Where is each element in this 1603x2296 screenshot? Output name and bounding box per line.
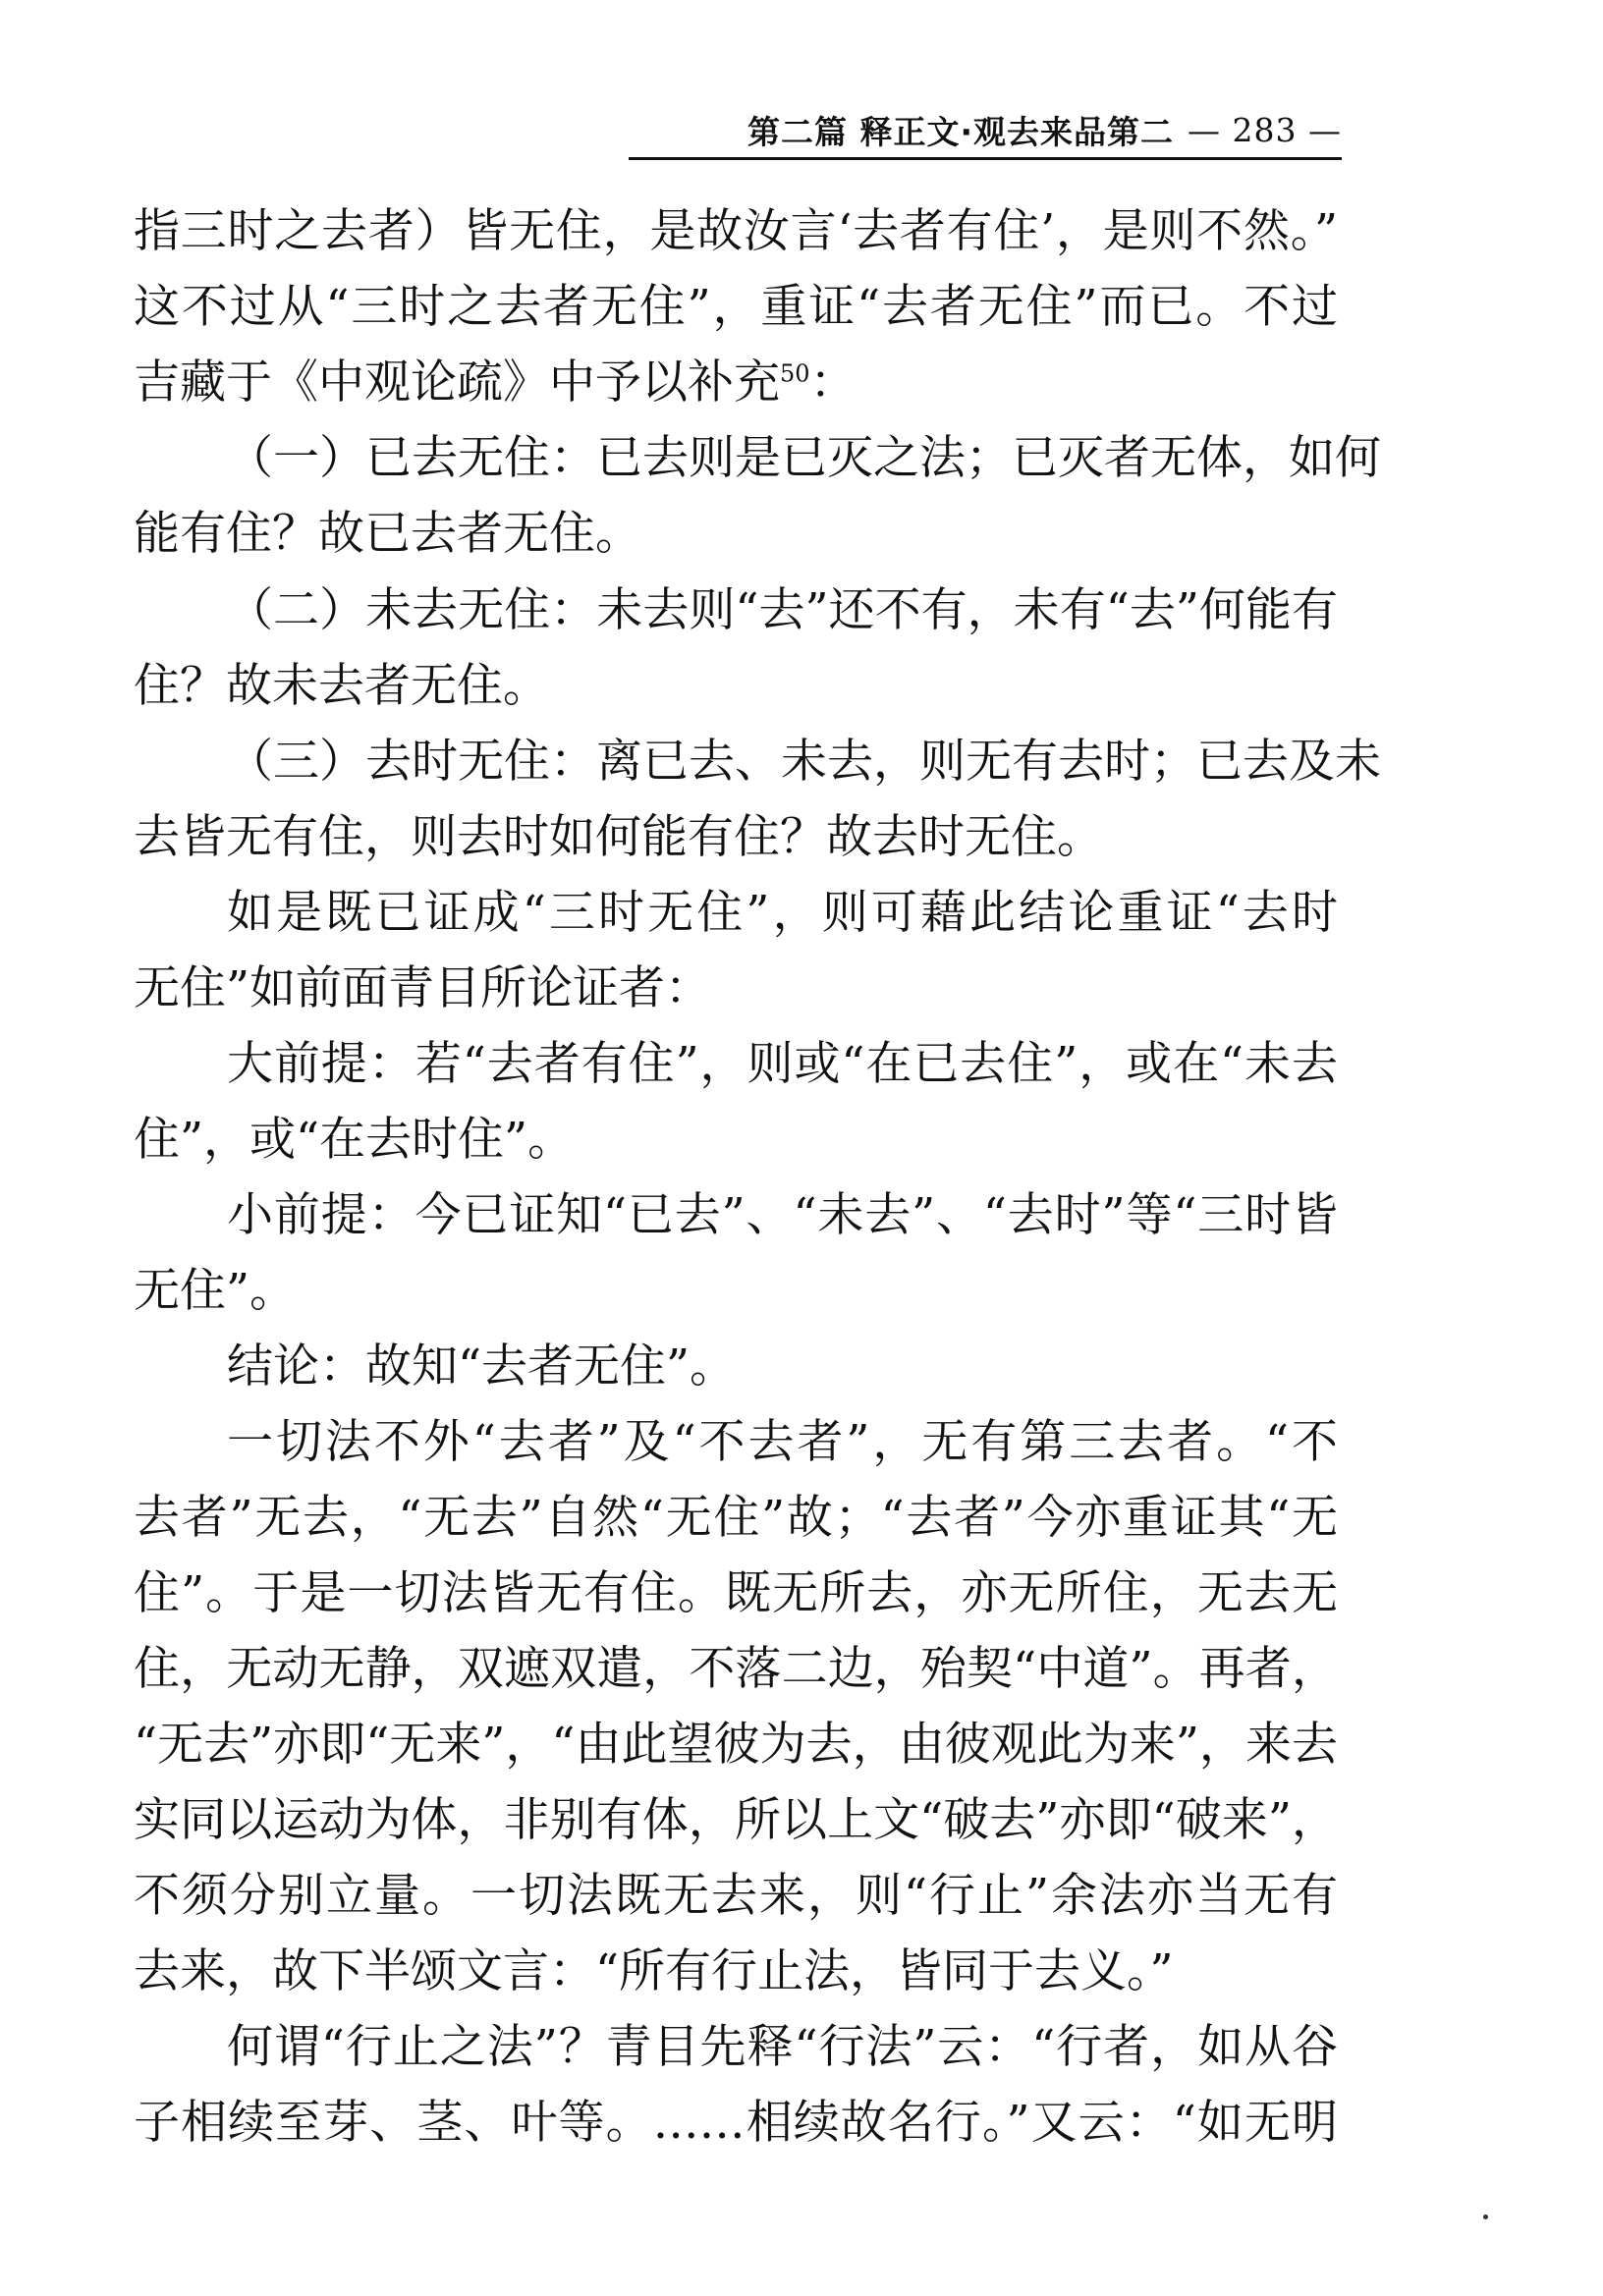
text-line: 大前提：若“去者有住”，则或“在已去住”，或在“未去 <box>227 1037 1338 1091</box>
page-number: — 283 — <box>1188 110 1342 149</box>
text-line: 小前提：今已证知“已去”、“未去”、“去时”等“三时皆 <box>227 1188 1338 1242</box>
text-line: 何谓“行止之法”？青目先释“行法”云：“行者，如从谷 <box>227 2020 1338 2074</box>
text-line: 指三时之去者）皆无住，是故汝言‘去者有住’，是则不然。” <box>134 204 1338 258</box>
text-line: 住”，或“在去时住”。 <box>134 1113 575 1167</box>
text-line: 能有住？故已去者无住。 <box>134 507 641 561</box>
text-line: 不须分别立量。一切法既无去来，则“行止”余法亦当无有 <box>134 1869 1338 1923</box>
text-line <box>134 354 857 412</box>
header-title: 第二篇 释正文·观去来品第二 <box>747 112 1175 151</box>
text-line: 住，无动无静，双遮双遣，不落二边，殆契“中道”。再者， <box>134 1642 1338 1696</box>
running-header <box>629 106 1342 153</box>
footnote-ref: 50 <box>780 359 810 388</box>
text-line: 一切法不外“去者”及“不去者”，无有第三去者。“不 <box>227 1415 1338 1469</box>
text-line: 去者”无去，“无去”自然“无住”故；“去者”今亦重证其“无 <box>134 1491 1338 1545</box>
text-line: 实同以运动为体，非别有体，所以上文“破去”亦即“破来”， <box>134 1793 1338 1847</box>
text-line-tail: ： <box>809 355 857 410</box>
text-line: 这不过从“三时之去者无住”，重证“去者无住”而已。不过 <box>134 280 1338 334</box>
text-line-content: 吉藏于《中观论疏》中予以补充 <box>134 355 780 410</box>
text-line: 如是既已证成“三时无住”，则可藉此结论重证“去时 <box>227 886 1338 940</box>
scan-speck <box>1483 2214 1488 2219</box>
text-line: 去皆无有住，则去时如何能有住？故去时无住。 <box>134 810 1103 864</box>
text-line: 住？故未去者无住。 <box>134 659 549 713</box>
text-line: 无住”。 <box>134 1264 297 1318</box>
text-line: （二）未去无住：未去则“去”还不有，未有“去”何能有 <box>227 583 1338 637</box>
text-line: 去来，故下半颂文言：“所有行止法，皆同于去义。” <box>134 1944 1174 1998</box>
header-rule <box>629 157 1342 160</box>
text-line: 子相续至芽、茎、叶等。……相续故名行。”又云：“如无明 <box>134 2096 1338 2150</box>
text-line: （三）去时无住：离已去、未去，则无有去时；已去及未 <box>227 735 1381 789</box>
text-line: 住”。于是一切法皆无有住。既无所去，亦无所住，无去无 <box>134 1566 1338 1620</box>
text-line: “无去”亦即“无来”，“由此望彼为去，由彼观此为来”，来去 <box>134 1718 1338 1772</box>
text-line: 结论：故知“去者无住”。 <box>227 1339 737 1394</box>
text-line: （一）已去无住：已去则是已灭之法；已灭者无体，如何 <box>227 431 1381 485</box>
text-line: 无住”如前面青目所论证者： <box>134 961 712 1015</box>
